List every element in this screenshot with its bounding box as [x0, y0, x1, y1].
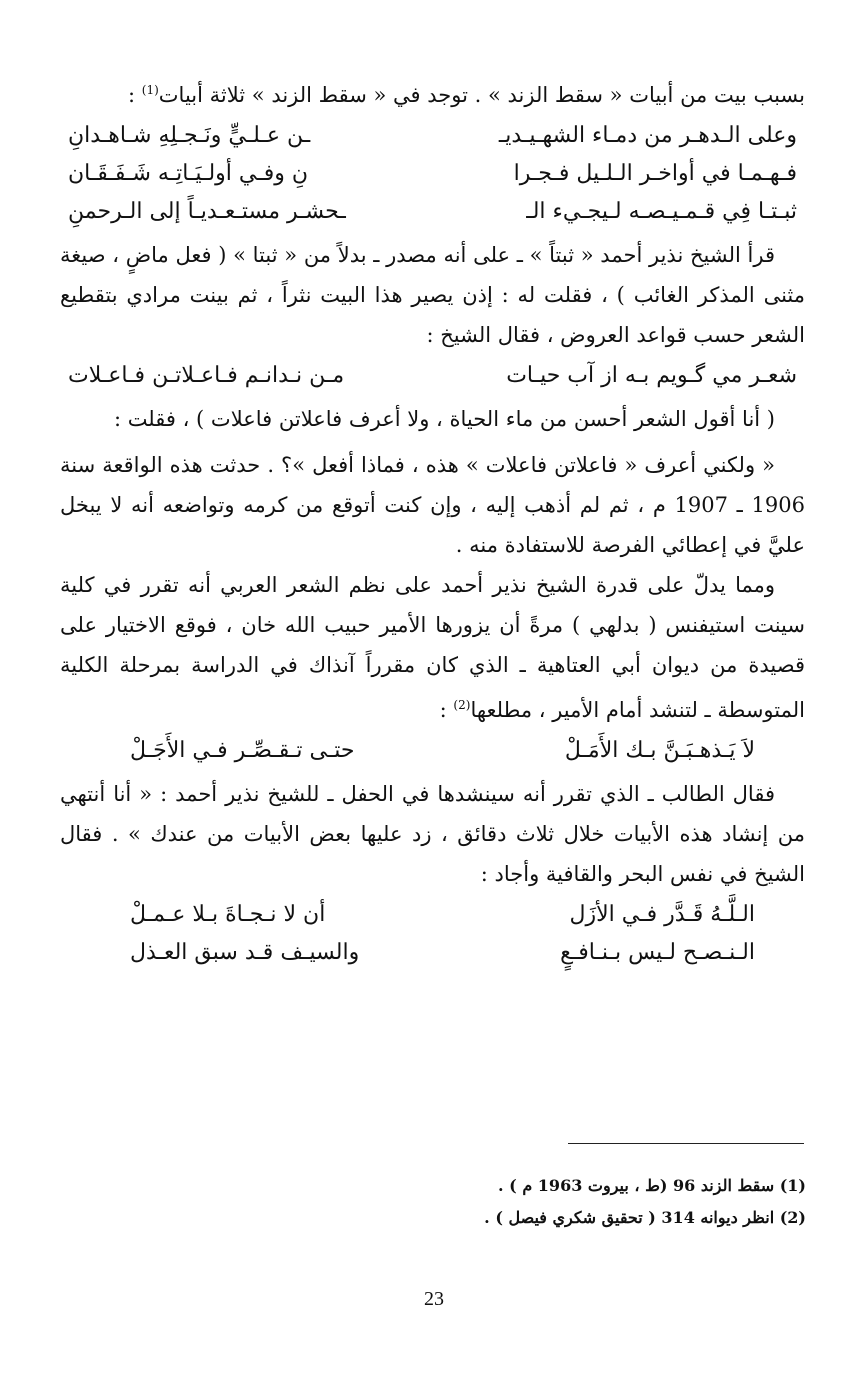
- verse-line: [68, 117, 797, 155]
- paragraph-intro: [60, 70, 805, 115]
- paragraph-college-end: :: [439, 698, 454, 722]
- footnote-1: (1) سقط الزند 96 (ط ، بيروت 1963 م ) .: [498, 1176, 806, 1195]
- verse-second-hemistich: نِ وفـي أولـيَـاتِـه شَـفَـقَـان: [68, 161, 308, 186]
- footnotes: [484, 1170, 806, 1234]
- verse-second-hemistich: ـن عـلـيٍّ ونَـجـلِهِ شـاهـدانِ: [68, 123, 311, 148]
- verse-first-hemistich: شعـر مي گـويم بـه از آب حيـات: [506, 363, 797, 388]
- footnote-ref-1: (1): [141, 83, 159, 97]
- verse-first-hemistich: ثبـتـا فِي قـمـيـصـه لـيجـيء الـ: [526, 199, 797, 224]
- paragraph-college: [60, 565, 805, 730]
- verse-line: [130, 732, 755, 770]
- verse-line: [130, 896, 755, 934]
- paragraph-translation: ( أنا أقول الشعر أحسن من ماء الحياة ، ولا أعرف فاعلاتن فاعلات ) ، فقلت :: [113, 407, 775, 431]
- footnote-ref-2: (2): [453, 698, 471, 712]
- paragraph-sheikh-reading: قرأ الشيخ نذير أحمد « ثبتاً » ـ على أنه مصدر ـ بدلاً من « ثبتا » ( فعل ماضٍ ، صيغة مثنى المذكر الغائب ) ، فقلت له : إذن يصير هذا البيت نثراً ، ثم بينت مرادي بتقطيع الشعر حسب قواعد العروض ، فقال الشيخ :: [60, 243, 805, 347]
- verse-block-sheikh-composition: [60, 896, 805, 972]
- verse-block-abu-al-atahiya: [60, 732, 805, 770]
- verse-second-hemistich: ـحشـر مستـعـديـاً إلى الـرحمنِ: [68, 199, 346, 224]
- paragraph-student-request: فقال الطالب ـ الذي تقرر أنه سينشدها في الحفل ـ للشيخ نذير أحمد : « أنا أنتهي من إنشاد هذه الأبيات خلال ثلاث دقائق ، زد عليها بعض الأبيات من عندك » . فقال الشيخ في نفس البحر والقافية وأجاد :: [60, 782, 805, 886]
- verse-first-hemistich: الـنـصـح لـيس بـنـافـعٍ: [560, 940, 755, 965]
- verse-line: [68, 155, 797, 193]
- verse-line: [68, 193, 797, 231]
- verse-line: [68, 357, 797, 395]
- paragraph-reply: « ولكني أعرف « فاعلاتن فاعلات » هذه ، فماذا أفعل »؟ . حدثت هذه الواقعة سنة 1906 ـ 1907 م ، ثم لم أذهب إليه ، وإن كنت أتوقع من كرمه وتواضعه أنه لا يبخل عليَّ في إعطائي الفرصة للاستفادة منه .: [60, 453, 805, 557]
- verse-block-saqt-al-zand: [60, 117, 805, 231]
- page-number: 23: [424, 1288, 444, 1310]
- paragraph-intro-text: بسبب بيت من أبيات « سقط الزند » . توجد في « سقط الزند » ثلاثة أبيات: [158, 83, 805, 107]
- verse-block-persian: [60, 357, 805, 395]
- verse-second-hemistich: حتـى تـقـصِّـر فـي الأَجَـلْ: [130, 738, 355, 763]
- verse-first-hemistich: فـهـمـا في أواخـر الـلـيل فـجـرا: [513, 161, 797, 186]
- verse-first-hemistich: وعلى الـدهـر من دمـاء الشهـيـديـ: [498, 123, 797, 148]
- paragraph-college-text: ومما يدلّ على قدرة الشيخ نذير أحمد على نظم الشعر العربي أنه تقرر في كلية سينت استيفنس ( بدلهي ) مرةً أن يزورها الأمير حبيب الله خان ، فوقع الاختيار على قصيدة من ديوان أبي العتاهية ـ الذي كان مقرراً آنذاك في الدراسة بمرحلة الكلية المتوسطة ـ لتنشد أمام الأمير ، مطلعها: [60, 573, 805, 722]
- verse-line: [130, 934, 755, 972]
- footnote-2: (2) انظر ديوانه 314 ( تحقيق شكري فيصل ) .: [484, 1208, 806, 1227]
- footnote-divider: [568, 1143, 804, 1144]
- page-body: [60, 70, 805, 976]
- verse-second-hemistich: أن لا نـجـاةَ بـلا عـمـلْ: [130, 902, 326, 927]
- verse-first-hemistich: لاَ يَـذهـبَـنَّ بـك الأَمَـلْ: [564, 738, 755, 763]
- verse-second-hemistich: والسيـف قـد سبق العـذل: [130, 940, 360, 965]
- paragraph-intro-end: :: [128, 83, 142, 107]
- verse-second-hemistich: مـن نـدانـم فـاعـلاتـن فـاعـلات: [68, 363, 345, 388]
- verse-first-hemistich: الـلَّـهُ قَـدَّر فـي الأزَل: [569, 902, 755, 927]
